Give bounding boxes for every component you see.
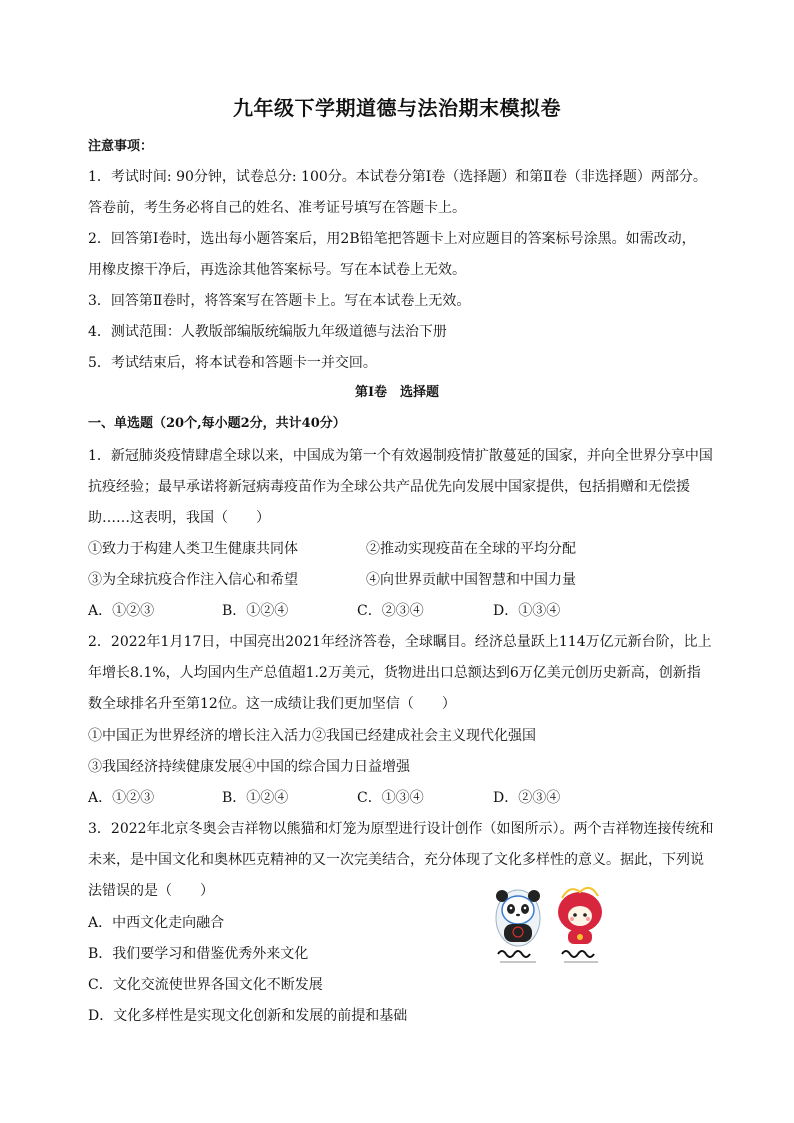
q1-stem-line: 1．新冠肺炎疫情肆虐全球以来，中国成为第一个有效遏制疫情扩散蔓延的国家，并向全世界分享中国 <box>88 448 713 464</box>
q2-option-d: D．②③④ <box>493 790 561 806</box>
notice-line: 4．测试范围：人教版部编版统编版九年级道德与法治下册 <box>88 324 447 340</box>
q2-item: ③我国经济持续健康发展④中国的综合国力日益增强 <box>88 759 410 775</box>
q1-option-d: D．①③④ <box>493 603 561 619</box>
notice-heading: 注意事项： <box>88 139 154 154</box>
q3-stem-line: 3．2022年北京冬奥会吉祥物以熊猫和灯笼为原型进行设计创作（如图所示）。两个吉祥物连接传统和 <box>88 821 714 837</box>
q2-stem-line: 2．2022年1月17日，中国亮出2021年经济答卷，全球瞩目。经济总量跃上114万亿元新台阶，比上 <box>88 634 712 650</box>
q1-stem-line: 助……这表明，我国（ ） <box>88 510 270 526</box>
q1-option-a: A．①②③ <box>88 603 155 619</box>
q1-option-c: C．②③④ <box>357 603 424 619</box>
q1-item: ④向世界贡献中国智慧和中国力量 <box>366 572 576 588</box>
q1-item: ①致力于构建人类卫生健康共同体 <box>88 541 298 557</box>
q3-option-b: B．我们要学习和借鉴优秀外来文化 <box>88 946 309 962</box>
q2-stem-line: 年增长8.1%，人均国内生产总值超1.2万美元，货物进出口总额达到6万亿美元创历史新高，创新指 <box>88 665 701 681</box>
q3-stem-line: 法错误的是（ ） <box>88 883 214 899</box>
q1-item: ③为全球抗疫合作注入信心和希望 <box>88 572 298 588</box>
q1-option-b: B．①②④ <box>222 603 289 619</box>
page-title: 九年级下学期道德与法治期末模拟卷 <box>233 96 561 120</box>
section-title: 第Ⅰ卷 选择题 <box>354 385 440 400</box>
q3-option-a: A．中西文化走向融合 <box>88 915 225 931</box>
notice-line: 2．回答第Ⅰ卷时，选出每小题答案后，用2B铅笔把答题卡上对应题目的答案标号涂黑。如需改动， <box>88 231 696 247</box>
mascot-illustration <box>488 880 612 976</box>
notice-line: 5．考试结束后，将本试卷和答题卡一并交回。 <box>88 355 377 371</box>
q2-option-b: B．①②④ <box>222 790 289 806</box>
notice-line: 答卷前，考生务必将自己的姓名、准考证号填写在答题卡上。 <box>88 200 466 216</box>
q2-item: ①中国正为世界经济的增长注入活力②我国已经建成社会主义现代化强国 <box>88 728 536 744</box>
q3-stem-line: 未来，是中国文化和奥林匹克精神的又一次完美结合，充分体现了文化多样性的意义。据此，下列说 <box>88 852 704 868</box>
q1-item: ②推动实现疫苗在全球的平均分配 <box>366 541 576 557</box>
notice-line: 3．回答第Ⅱ卷时，将答案写在答题卡上。写在本试卷上无效。 <box>88 293 471 309</box>
part-heading: 一、单选题（20个,每小题2分，共计40分） <box>88 416 346 431</box>
bing-dwen-dwen-icon <box>496 890 540 962</box>
notice-line: 1．考试时间: 90分钟，试卷总分: 100分。本试卷分第Ⅰ卷（选择题）和第Ⅱ卷（非选择题）两部分。 <box>88 169 707 185</box>
notice-line: 用橡皮擦干净后，再选涂其他答案标号。写在本试卷上无效。 <box>88 262 466 278</box>
q2-option-a: A．①②③ <box>88 790 155 806</box>
q3-option-c: C．文化交流使世界各国文化不断发展 <box>88 977 323 993</box>
q2-stem-line: 数全球排名升至第12位。这一成绩让我们更加坚信（ ） <box>88 696 456 712</box>
q1-stem-line: 抗疫经验；最早承诺将新冠病毒疫苗作为全球公共产品优先向发展中国家提供，包括捐赠和无偿援 <box>88 479 690 495</box>
shuey-rhon-rhon-icon <box>558 888 602 962</box>
q3-option-d: D．文化多样性是实现文化创新和发展的前提和基础 <box>88 1008 408 1024</box>
q2-option-c: C．①③④ <box>357 790 424 806</box>
